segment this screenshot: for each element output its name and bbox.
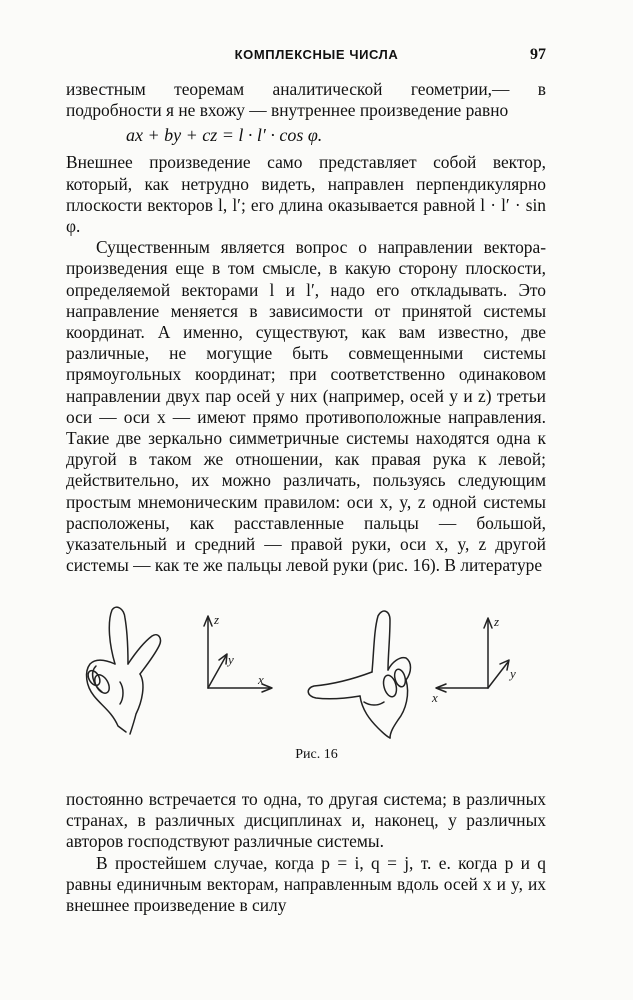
text-block-lower (66, 789, 546, 916)
figure-caption: Рис. 16 (295, 747, 338, 762)
page-header (0, 47, 633, 69)
axes-left-hand-system (436, 618, 509, 692)
figure-drawing (60, 602, 550, 752)
page-number: 97 (530, 46, 546, 63)
running-title: КОМПЛЕКСНЫЕ ЧИСЛА (234, 47, 399, 62)
paragraph-3: Существенным является вопрос о направлении вектора-произведения еще в том смысле, в какую сторону плоскости, определяемой векторами l и l′, надо его откладывать. Это направление меняется в зависимости от принятой системы координат. А именно, существуют, как вам известно, две различные, не могущие быть совмещенными системы прямоугольных координат; при соответственно одинаковом направлении двух пар осей у них (например, осей y и z) третьи оси — оси x — имеют прямо противоположные направления. Такие две зеркально симметричные системы находятся одна к другой в таком же отношении, как правая рука к левой; действительно, их можно различать, пользуясь следующим простым мнемоническим правилом: оси x, y, z одной системы расположены, как расставленные пальцы — большой, указательный и средний — правой руки, оси x, y, z другой системы — как те же пальцы левой руки (рис. 16). В литературе (66, 237, 546, 576)
left-x-label: x (258, 672, 264, 687)
paragraph-4: постоянно встречается то одна, то другая система; в различных странах, в различных дисциплинах и, наконец, у различных авторов господствуют различные системы. (66, 789, 546, 852)
left-y-label: y (228, 652, 234, 667)
right-y-label: y (510, 666, 516, 681)
left-z-label: z (214, 612, 220, 627)
left-hand-drawing (308, 611, 410, 738)
right-z-label: z (494, 614, 500, 629)
right-hand-drawing (86, 607, 161, 734)
right-x-label: x (432, 690, 438, 705)
paragraph-2: Внешнее произведение само представляет собой вектор, который, как нетрудно видеть, направлен перпендикулярно плоскости векторов l, l′; его длина оказывается равной l · l′ · sin φ. (66, 152, 546, 237)
text-block-upper (66, 79, 546, 576)
formula-inner-product: ax + by + cz = l · l′ · cos φ. (126, 125, 323, 146)
paragraph-5: В простейшем случае, когда p = i, q = j, т. е. когда p и q равны единичным векторам, направленным вдоль осей x и y, их внешнее произведение в силу (66, 852, 546, 916)
paragraph-1: известным теоремам аналитической геометрии,— в подробности я не вхожу — внутреннее произведение равно (66, 79, 546, 121)
